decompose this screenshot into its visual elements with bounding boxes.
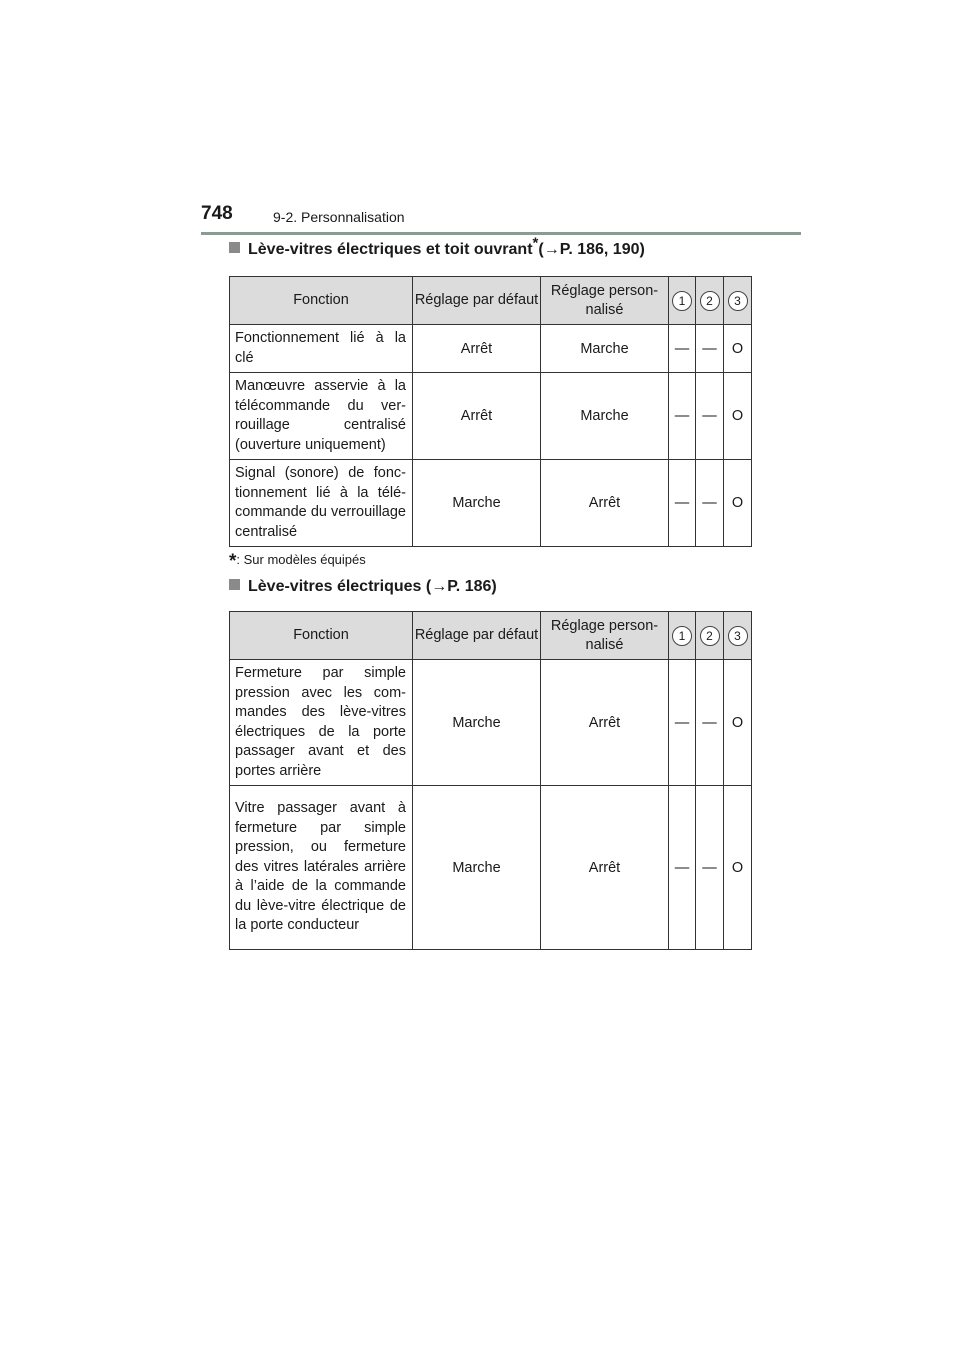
table-row — [230, 325, 752, 373]
circled-number-3-icon: 3 — [728, 626, 748, 646]
settings-table-2 — [229, 611, 752, 950]
function-cell: Fonctionnement lié à la clé — [230, 325, 413, 373]
circled-number-1-icon: 1 — [672, 626, 692, 646]
col-header-function: Fonction — [230, 277, 413, 325]
custom-cell: Marche — [541, 373, 669, 460]
section-heading-2 — [229, 578, 497, 596]
header-rule — [201, 232, 801, 235]
col-header-3 — [724, 277, 752, 325]
page-reference: (→P. 186, 190) — [538, 241, 645, 258]
function-cell: Manœuvre asservie à la télécommande du ver- rouillage centralisé (ouverture uniquement) — [230, 373, 413, 460]
table-row — [230, 786, 752, 950]
col-header-2 — [696, 612, 724, 660]
custom-cell: Arrêt — [541, 786, 669, 950]
mode-1-cell: — — [669, 460, 696, 547]
function-cell: Signal (sonore) de fonc- tionnement lié à la télé- commande du verrouillage centralisé — [230, 460, 413, 547]
mode-2-cell: — — [696, 786, 724, 950]
function-cell: Fermeture par simple pression avec les com- mandes des lève-vitres électriques de la porte passager avant et des portes arrière — [230, 660, 413, 786]
mode-2-cell: — — [696, 660, 724, 786]
default-cell: Marche — [413, 460, 541, 547]
col-header-1 — [669, 612, 696, 660]
mode-1-cell: — — [669, 325, 696, 373]
mode-3-cell: O — [724, 786, 752, 950]
mode-2-cell: — — [696, 325, 724, 373]
table-row — [230, 660, 752, 786]
heading-text: Lève-vitres électriques et toit ouvrant — [248, 241, 533, 258]
default-cell: Marche — [413, 660, 541, 786]
default-cell: Arrêt — [413, 325, 541, 373]
footnote-asterisk: * — [229, 551, 237, 572]
col-header-default: Réglage par défaut — [413, 277, 541, 325]
default-cell: Marche — [413, 786, 541, 950]
circled-number-2-icon: 2 — [700, 291, 720, 311]
circled-number-1-icon: 1 — [672, 291, 692, 311]
col-header-custom: Réglage person- nalisé — [541, 277, 669, 325]
col-header-custom: Réglage person- nalisé — [541, 612, 669, 660]
function-cell: Vitre passager avant à fermeture par simple pression, ou fermeture des vitres latérales arrière à l’aide de la commande du lève-vitre électrique de la porte conducteur — [230, 786, 413, 950]
heading-text: Lève-vitres électriques (→P. 186) — [248, 578, 497, 595]
table-row — [230, 373, 752, 460]
mode-1-cell: — — [669, 660, 696, 786]
footnote — [229, 551, 366, 573]
mode-3-cell: O — [724, 660, 752, 786]
col-header-1 — [669, 277, 696, 325]
bullet-square-icon — [229, 579, 240, 590]
table-row — [230, 460, 752, 547]
footnote-text: : Sur modèles équipés — [236, 552, 366, 567]
circled-number-3-icon: 3 — [728, 291, 748, 311]
mode-2-cell: — — [696, 460, 724, 547]
section-header: 9-2. Personnalisation — [273, 209, 405, 225]
mode-3-cell: O — [724, 373, 752, 460]
settings-table-1 — [229, 276, 752, 547]
mode-3-cell: O — [724, 325, 752, 373]
col-header-function: Fonction — [230, 612, 413, 660]
custom-cell: Arrêt — [541, 660, 669, 786]
circled-number-2-icon: 2 — [700, 626, 720, 646]
mode-3-cell: O — [724, 460, 752, 547]
asterisk-marker: * — [532, 234, 539, 252]
custom-cell: Arrêt — [541, 460, 669, 547]
custom-cell: Marche — [541, 325, 669, 373]
default-cell: Arrêt — [413, 373, 541, 460]
section-heading-1 — [229, 234, 645, 259]
bullet-square-icon — [229, 242, 240, 253]
mode-1-cell: — — [669, 786, 696, 950]
mode-2-cell: — — [696, 373, 724, 460]
col-header-3 — [724, 612, 752, 660]
mode-1-cell: — — [669, 373, 696, 460]
col-header-2 — [696, 277, 724, 325]
table-header-row — [230, 612, 752, 660]
page-number: 748 — [201, 203, 233, 224]
col-header-default: Réglage par défaut — [413, 612, 541, 660]
table-header-row — [230, 277, 752, 325]
